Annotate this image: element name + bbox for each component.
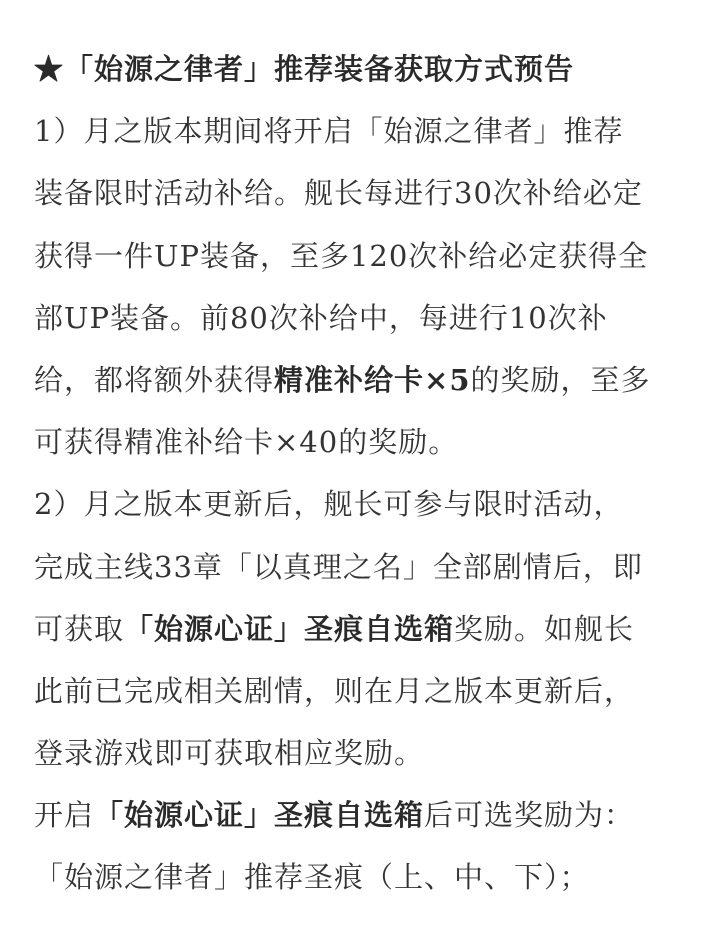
line-text: 获得一件UP装备，至多120次补给必定获得全 xyxy=(34,238,649,273)
paragraph-line-4 xyxy=(34,287,694,349)
paragraph-line-11 xyxy=(34,722,694,784)
title-text: ★「始源之律者」推荐装备获取方式预告 xyxy=(34,52,575,86)
line-text: 给，都将额外获得 xyxy=(34,362,275,397)
paragraph-line-6 xyxy=(34,411,694,473)
line-text: 部UP装备。前80次补给中，每进行10次补 xyxy=(34,300,608,335)
line-text: 可获取 xyxy=(34,611,125,646)
paragraph-line-9 xyxy=(34,598,694,660)
line-text: 的奖励，至多 xyxy=(470,362,651,397)
paragraph-line-13 xyxy=(34,846,694,908)
paragraph-line-12 xyxy=(34,784,694,846)
line-text: 可获得精准补给卡×40的奖励。 xyxy=(34,425,459,460)
doc-title xyxy=(34,38,694,100)
line-text: 「始源之律者」推荐圣痕（上、中、下）； xyxy=(34,860,590,895)
highlight-reward: 「始源心证」圣痕自选箱 xyxy=(94,798,425,833)
paragraph-line-2 xyxy=(34,162,694,224)
highlight-reward: 精准补给卡×5 xyxy=(274,362,471,397)
paragraph-line-1 xyxy=(34,100,694,162)
paragraph-line-7 xyxy=(34,473,694,535)
line-text: 登录游戏即可获取相应奖励。 xyxy=(34,736,425,771)
paragraph-line-8 xyxy=(34,536,694,598)
paragraph-line-10 xyxy=(34,660,694,722)
line-text: 2）月之版本更新后，舰长可参与限时活动， xyxy=(34,487,624,522)
line-text: 奖励。如舰长 xyxy=(454,611,635,646)
line-text: 1）月之版本期间将开启「始源之律者」推荐 xyxy=(34,114,624,149)
announcement-document xyxy=(34,38,694,909)
line-text: 完成主线33章「以真理之名」全部剧情后，即 xyxy=(34,549,643,584)
paragraph-line-3 xyxy=(34,225,694,287)
line-text: 此前已完成相关剧情，则在月之版本更新后， xyxy=(34,673,635,708)
highlight-reward: 「始源心证」圣痕自选箱 xyxy=(124,611,455,646)
line-text: 开启 xyxy=(34,798,95,833)
line-text: 后可选奖励为： xyxy=(424,798,635,833)
paragraph-line-5 xyxy=(34,349,694,411)
line-text: 装备限时活动补给。舰长每进行30次补给必定 xyxy=(34,176,643,211)
